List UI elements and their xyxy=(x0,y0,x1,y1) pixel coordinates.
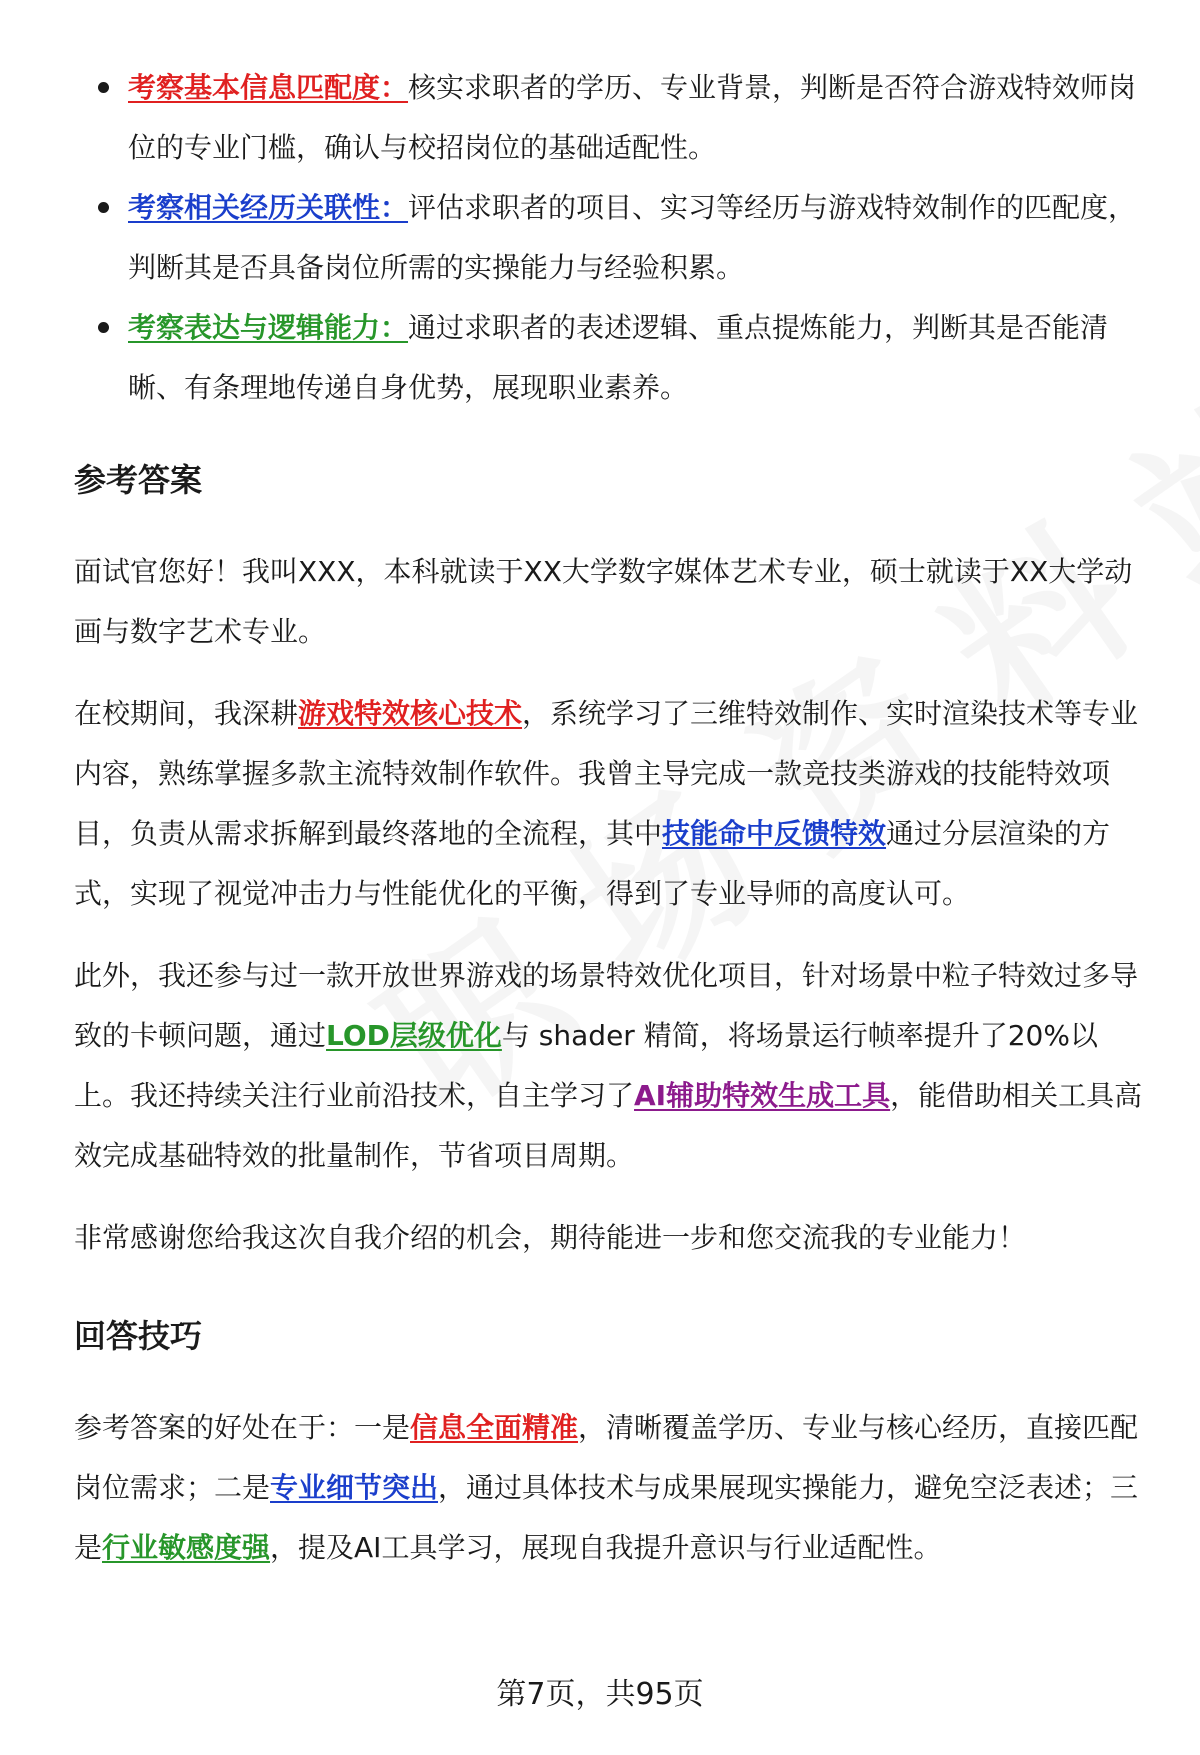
bullet-dot-icon xyxy=(98,82,109,93)
bullet-text: 核实求职者的学历、专业背景，判断是否符合游戏特效师岗位的专业门槛，确认与校招岗位的基础适配性。 xyxy=(128,71,1137,164)
text-run: 参考答案的好处在于：一是 xyxy=(74,1411,411,1444)
document-page xyxy=(74,58,1144,1578)
list-item xyxy=(74,298,1144,418)
highlight-term: 技能命中反馈特效 xyxy=(662,817,887,850)
text-run: 在校期间，我深耕 xyxy=(74,697,299,730)
bullet-dot-icon xyxy=(98,322,109,333)
tips-paragraph xyxy=(74,1398,1144,1578)
highlight-term: 行业敏感度强 xyxy=(102,1531,271,1564)
answer-heading: 参考答案 xyxy=(74,461,203,499)
highlight-term: AI辅助特效生成工具 xyxy=(634,1079,891,1112)
bullet-text: 通过求职者的表述逻辑、重点提炼能力，判断其是否能清晰、有条理地传递自身优势，展现职业素养。 xyxy=(128,311,1109,404)
answer-paragraph-1: 面试官您好！我叫XXX，本科就读于XX大学数字媒体艺术专业，硕士就读于XX大学动画与数字艺术专业。 xyxy=(74,555,1133,648)
list-item xyxy=(74,58,1144,178)
answer-paragraph-2 xyxy=(74,684,1144,924)
highlight-term: 游戏特效核心技术 xyxy=(298,697,523,730)
bullet-lead: 考察基本信息匹配度： xyxy=(128,71,409,104)
text-run: 通过分层渲染的方式，实现了视觉冲击力与性能优化的平衡，得到了专业导师的高度认可。 xyxy=(74,817,1111,910)
highlight-term: 信息全面精准 xyxy=(410,1411,579,1444)
text-run: ，通过具体技术与成果展现实操能力，避免空泛表述；三是 xyxy=(74,1471,1139,1564)
text-run: 此外，我还参与过一款开放世界游戏的场景特效优化项目，针对场景中粒子特效过多导致的卡顿问题，通过 xyxy=(74,959,1139,1052)
tips-heading: 回答技巧 xyxy=(74,1317,203,1355)
text-run: ，提及AI工具学习，展现自我提升意识与行业适配性。 xyxy=(270,1531,942,1564)
text-run: ，清晰覆盖学历、专业与核心经历，直接匹配岗位需求；二是 xyxy=(74,1411,1139,1504)
bullet-text: 评估求职者的项目、实习等经历与游戏特效制作的匹配度，判断其是否具备岗位所需的实操能力与经验积累。 xyxy=(128,191,1137,284)
answer-paragraph-4: 非常感谢您给我这次自我介绍的机会，期待能进一步和您交流我的专业能力！ xyxy=(74,1221,1027,1254)
bullet-lead: 考察相关经历关联性： xyxy=(128,191,409,224)
bullet-lead: 考察表达与逻辑能力： xyxy=(128,311,409,344)
bullet-dot-icon xyxy=(98,202,109,213)
assessment-list xyxy=(74,58,1144,418)
answer-paragraph-3 xyxy=(74,946,1144,1186)
highlight-term: LOD层级优化 xyxy=(326,1019,502,1052)
page-number: 第7页，共95页 xyxy=(496,1677,704,1712)
list-item xyxy=(74,178,1144,298)
text-run: ，系统学习了三维特效制作、实时渲染技术等专业内容，熟练掌握多款主流特效制作软件。我曾主导完成一款竞技类游戏的技能特效项目，负责从需求拆解到最终落地的全流程，其中 xyxy=(74,697,1139,850)
highlight-term: 专业细节突出 xyxy=(270,1471,439,1504)
text-run: 与 shader 精简，将场景运行帧率提升了20%以上。我还持续关注行业前沿技术，自主学习了 xyxy=(74,1019,1098,1112)
text-run: ，能借助相关工具高效完成基础特效的批量制作，节省项目周期。 xyxy=(74,1079,1143,1172)
